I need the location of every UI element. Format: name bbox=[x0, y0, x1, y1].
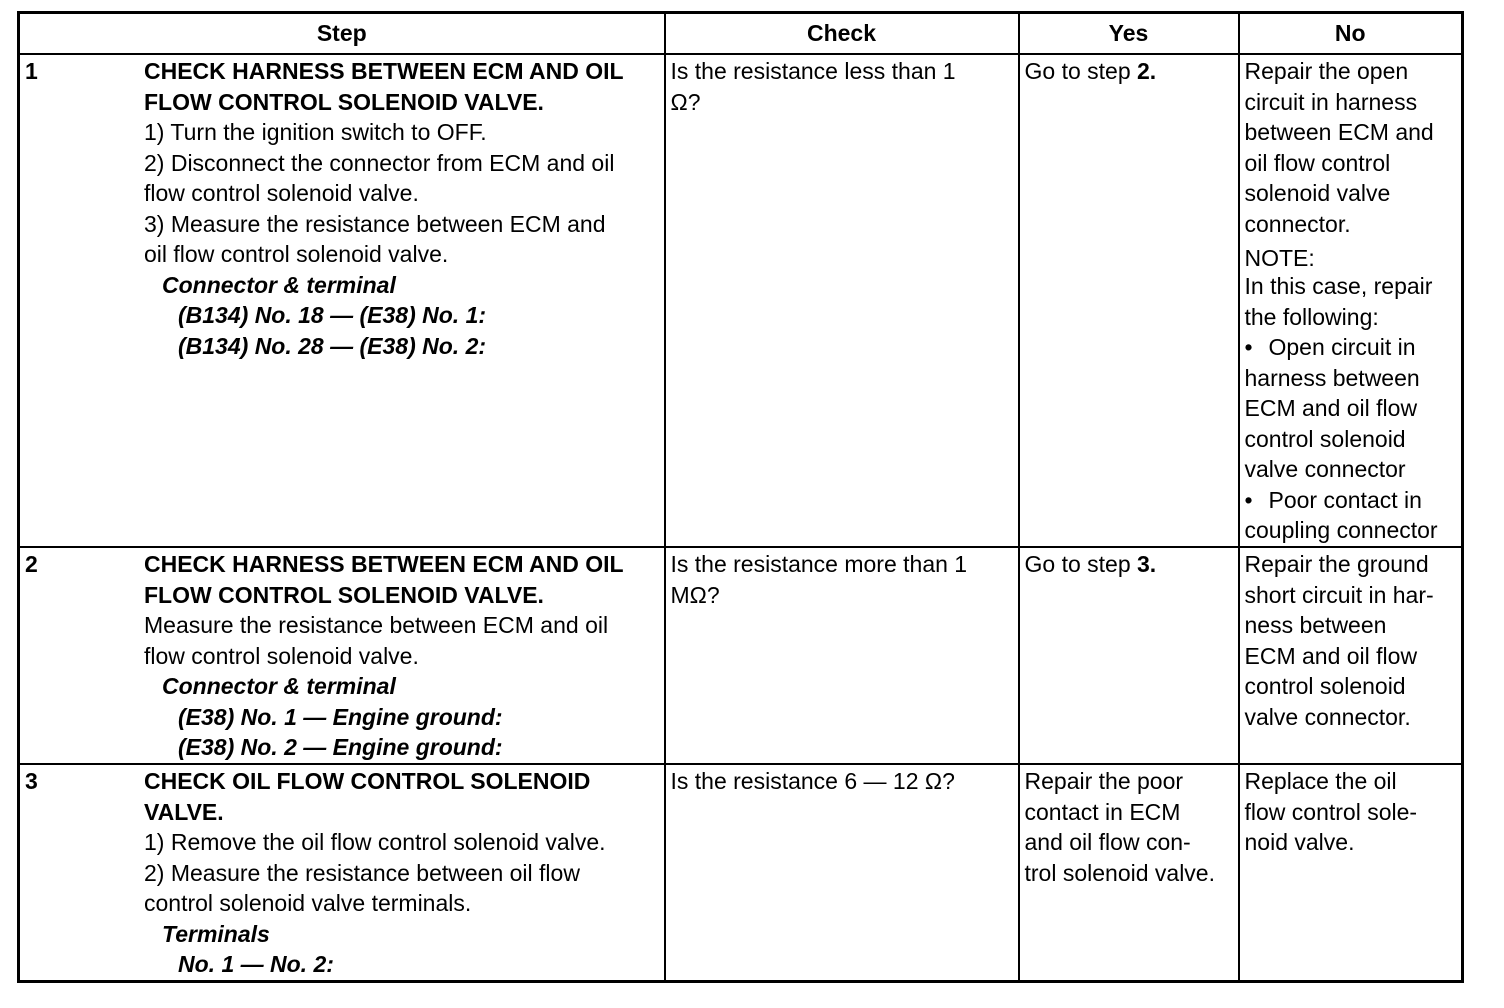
instruction-line: Measure the resistance between ECM and oil bbox=[144, 612, 609, 638]
check-cell bbox=[665, 764, 1019, 982]
no-line: control solenoid bbox=[1244, 673, 1406, 699]
yes-line: Repair the poor bbox=[1024, 768, 1184, 794]
bullet-line: valve connector bbox=[1244, 456, 1406, 482]
step-title: FLOW CONTROL SOLENOID VALVE. bbox=[144, 581, 544, 608]
no-line: noid valve. bbox=[1244, 829, 1355, 855]
terminals-label: Terminals bbox=[162, 920, 270, 947]
no-line: between ECM and bbox=[1244, 119, 1434, 145]
instruction-line: 1) Turn the ignition switch to OFF. bbox=[144, 119, 487, 145]
instruction-line: 2) Measure the resistance between oil flow bbox=[144, 859, 580, 886]
table-row bbox=[19, 54, 1463, 547]
check-text: Is the resistance more than 1 bbox=[670, 551, 968, 577]
step-title: CHECK OIL FLOW CONTROL SOLENOID bbox=[144, 768, 591, 794]
no-line: Repair the ground bbox=[1244, 551, 1429, 577]
bullet-line: Open circuit in bbox=[1268, 334, 1416, 360]
no-line: ECM and oil flow bbox=[1244, 642, 1418, 669]
yes-text: Go to step bbox=[1024, 58, 1138, 84]
instruction-line: flow control solenoid valve. bbox=[144, 642, 419, 669]
no-cell bbox=[1239, 764, 1463, 982]
instruction-line: 2) Disconnect the connector from ECM and oil bbox=[144, 149, 615, 176]
instruction-line: flow control solenoid valve. bbox=[144, 180, 419, 206]
no-line: connector. bbox=[1244, 210, 1351, 237]
no-cell bbox=[1239, 54, 1463, 547]
no-line: Repair the open bbox=[1244, 58, 1409, 84]
yes-step-ref: 2. bbox=[1137, 58, 1157, 84]
header-step: Step bbox=[19, 13, 665, 55]
no-line: oil flow control bbox=[1244, 149, 1391, 176]
step-number: 1 bbox=[25, 58, 38, 84]
bullet-line: ECM and oil flow bbox=[1244, 395, 1418, 421]
note-line: In this case, repair bbox=[1244, 273, 1433, 299]
bullet-line: coupling connector bbox=[1244, 517, 1438, 543]
step-cell bbox=[19, 764, 665, 982]
diagnosis-table bbox=[17, 11, 1464, 983]
yes-line: and oil flow con- bbox=[1024, 829, 1191, 855]
check-cell bbox=[665, 547, 1019, 764]
no-line: short circuit in har- bbox=[1244, 581, 1434, 608]
terminal-spec: No. 1 — No. 2: bbox=[178, 951, 334, 977]
check-text: MΩ? bbox=[670, 581, 720, 608]
connector-label: Connector & terminal bbox=[162, 271, 396, 298]
yes-line: trol solenoid valve. bbox=[1024, 859, 1215, 886]
terminal-spec: (E38) No. 1 — Engine ground: bbox=[178, 703, 503, 730]
bullet-line: harness between bbox=[1244, 364, 1420, 391]
note-label: NOTE: bbox=[1244, 245, 1315, 271]
instruction-line: 3) Measure the resistance between ECM and bbox=[144, 210, 606, 237]
check-text: Ω? bbox=[670, 88, 701, 115]
header-check: Check bbox=[665, 13, 1019, 55]
note-line: the following: bbox=[1244, 303, 1379, 330]
check-text: Is the resistance less than 1 bbox=[670, 58, 956, 84]
no-line: Replace the oil bbox=[1244, 768, 1397, 794]
bullet-line: control solenoid bbox=[1244, 425, 1406, 452]
connector-label: Connector & terminal bbox=[162, 673, 396, 699]
bullet-line: Poor contact in bbox=[1268, 486, 1422, 513]
step-cell bbox=[19, 547, 665, 764]
step-number: 2 bbox=[25, 551, 38, 577]
table-row bbox=[19, 764, 1463, 982]
yes-step-ref: 3. bbox=[1137, 551, 1157, 577]
instruction-line: control solenoid valve terminals. bbox=[144, 890, 472, 916]
step-title: CHECK HARNESS BETWEEN ECM AND OIL bbox=[144, 551, 624, 577]
step-title: CHECK HARNESS BETWEEN ECM AND OIL bbox=[144, 58, 624, 84]
yes-cell bbox=[1019, 547, 1239, 764]
check-cell bbox=[665, 54, 1019, 547]
check-text: Is the resistance 6 — 12 Ω? bbox=[670, 768, 955, 794]
step-title: VALVE. bbox=[144, 798, 224, 825]
yes-line: contact in ECM bbox=[1024, 798, 1181, 825]
no-line: ness between bbox=[1244, 612, 1387, 638]
no-line: circuit in harness bbox=[1244, 88, 1418, 115]
no-line: valve connector. bbox=[1244, 703, 1411, 730]
step-cell bbox=[19, 54, 665, 547]
table-row bbox=[19, 547, 1463, 764]
instruction-line: oil flow control solenoid valve. bbox=[144, 241, 449, 267]
bullet-icon: • bbox=[1244, 486, 1253, 513]
step-title: FLOW CONTROL SOLENOID VALVE. bbox=[144, 88, 544, 115]
bullet-icon: • bbox=[1244, 334, 1253, 360]
bullet-item bbox=[1245, 485, 1458, 516]
terminal-spec: (E38) No. 2 — Engine ground: bbox=[178, 734, 503, 760]
yes-cell bbox=[1019, 54, 1239, 547]
step-number: 3 bbox=[25, 768, 38, 794]
no-line: flow control sole- bbox=[1244, 798, 1418, 825]
instruction-line: 1) Remove the oil flow control solenoid valve. bbox=[144, 829, 606, 855]
table-header-row bbox=[19, 13, 1463, 55]
bullet-item bbox=[1245, 332, 1458, 363]
yes-cell bbox=[1019, 764, 1239, 982]
yes-text: Go to step bbox=[1024, 551, 1138, 577]
no-cell bbox=[1239, 547, 1463, 764]
terminal-spec: (B134) No. 28 — (E38) No. 2: bbox=[178, 332, 487, 359]
no-line: solenoid valve bbox=[1244, 180, 1391, 206]
terminal-spec: (B134) No. 18 — (E38) No. 1: bbox=[178, 302, 487, 328]
header-no: No bbox=[1239, 13, 1463, 55]
header-yes: Yes bbox=[1019, 13, 1239, 55]
